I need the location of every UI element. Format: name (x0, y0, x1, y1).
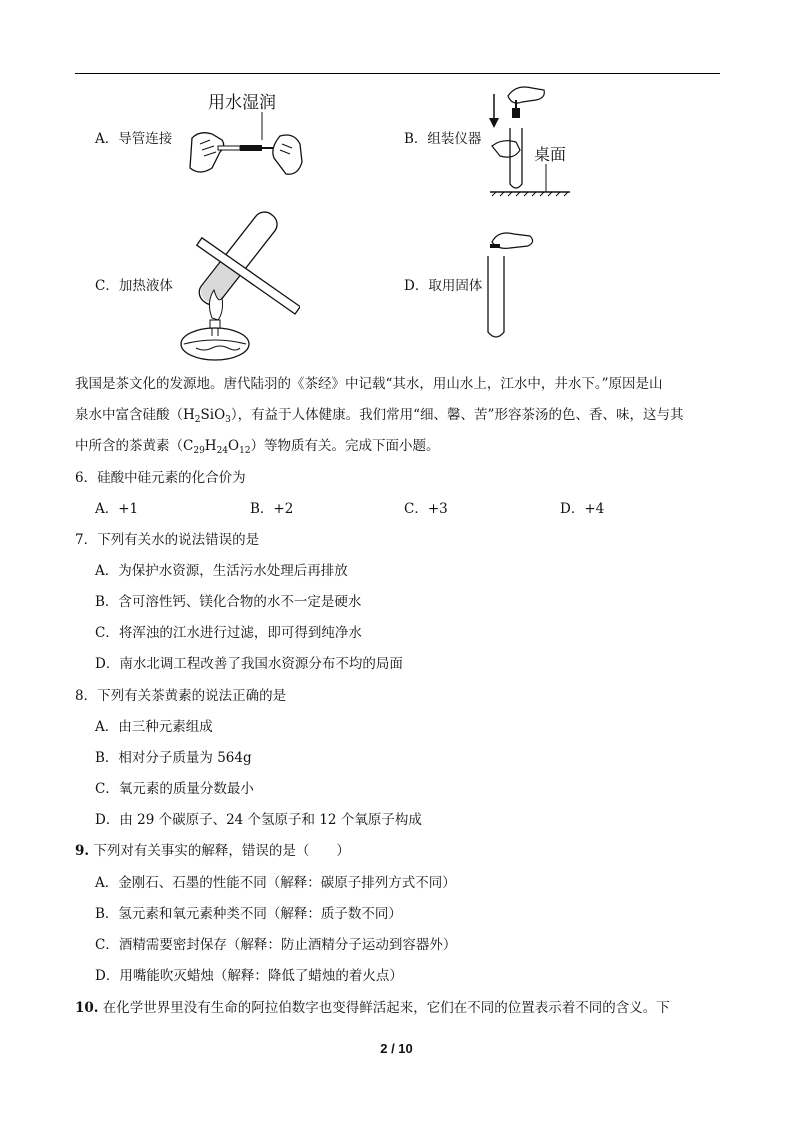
page-number: 2 / 10 (380, 1041, 413, 1056)
figure-b-assemble-apparatus (486, 80, 576, 198)
passage-line-3: 中所含的茶黄素$(C_{29}H_{24}O_{12})$等物质有关。完成下面小题。 (75, 438, 440, 456)
question-9-option-b: B．氢元素和氧元素种类不同（解释：质子数不同） (95, 906, 402, 922)
figure-c-heat-liquid (176, 206, 300, 362)
question-8-option-a: A．由三种元素组成 (95, 719, 213, 735)
header-rule (75, 73, 720, 74)
figure-b-label: B．组装仪器 (404, 131, 482, 147)
question-7-option-a: A．为保护水资源，生活污水处理后再排放 (95, 563, 348, 579)
question-7-option-c: C．将浑浊的江水进行过滤，即可得到纯净水 (95, 625, 362, 641)
figure-b-annotation: 桌面 (534, 145, 567, 164)
question-9-option-a: A．金刚石、石墨的性能不同（解释：碳原子排列方式不同） (95, 875, 456, 891)
question-6-option-a: A．+1 (95, 501, 139, 517)
figure-c-label: C．加热液体 (95, 278, 173, 294)
figure-d-label: D．取用固体 (404, 278, 483, 294)
question-9-stem: 9. 下列对有关事实的解释，错误的是（ ） (75, 843, 350, 859)
question-7-option-d: D．南水北调工程改善了我国水资源分布不均的局面 (95, 656, 403, 672)
passage-line-1: 我国是茶文化的发源地。唐代陆羽的《茶经》中记载“其水，用山水上，江水中，井水下。”原因是山 (75, 376, 663, 392)
question-8-option-d: D．由 29 个碳原子、24 个氢原子和 12 个氧原子构成 (95, 812, 422, 828)
question-7-option-b: B．含可溶性钙、镁化合物的水不一定是硬水 (95, 594, 362, 610)
question-6-option-c: C．+3 (404, 501, 448, 517)
question-8-option-c: C．氧元素的质量分数最小 (95, 781, 254, 797)
question-8-stem: 8．下列有关茶黄素的说法正确的是 (75, 688, 287, 704)
question-6-option-d: D．+4 (560, 501, 605, 517)
question-10-stem: 10. 在化学世界里没有生命的阿拉伯数字也变得鲜活起来，它们在不同的位置表示着不同的含义。下 (75, 1000, 670, 1016)
question-9-option-d: D．用嘴能吹灭蜡烛（解释：降低了蜡烛的着火点） (95, 968, 403, 984)
question-6-stem: 6．硅酸中硅元素的化合价为 (75, 470, 246, 486)
figure-a-label: A．导管连接 (95, 131, 173, 147)
question-8-option-b: B．相对分子质量为 564g (95, 750, 252, 766)
figure-a-connect-tube (182, 88, 312, 188)
passage-line-2: 泉水中富含硅酸$(H_2SiO_3)$，有益于人体健康。我们常用“细、馨、苦”形容茶汤的色、香、味，这与其 (75, 407, 684, 425)
question-9-option-c: C．酒精需要密封保存（解释：防止酒精分子运动到容器外） (95, 937, 457, 953)
question-7-stem: 7．下列有关水的说法错误的是 (75, 532, 260, 548)
figure-a-annotation: 用水湿润 (208, 93, 276, 113)
figure-d-take-solid (484, 226, 544, 344)
question-6-option-b: B．+2 (250, 501, 294, 517)
